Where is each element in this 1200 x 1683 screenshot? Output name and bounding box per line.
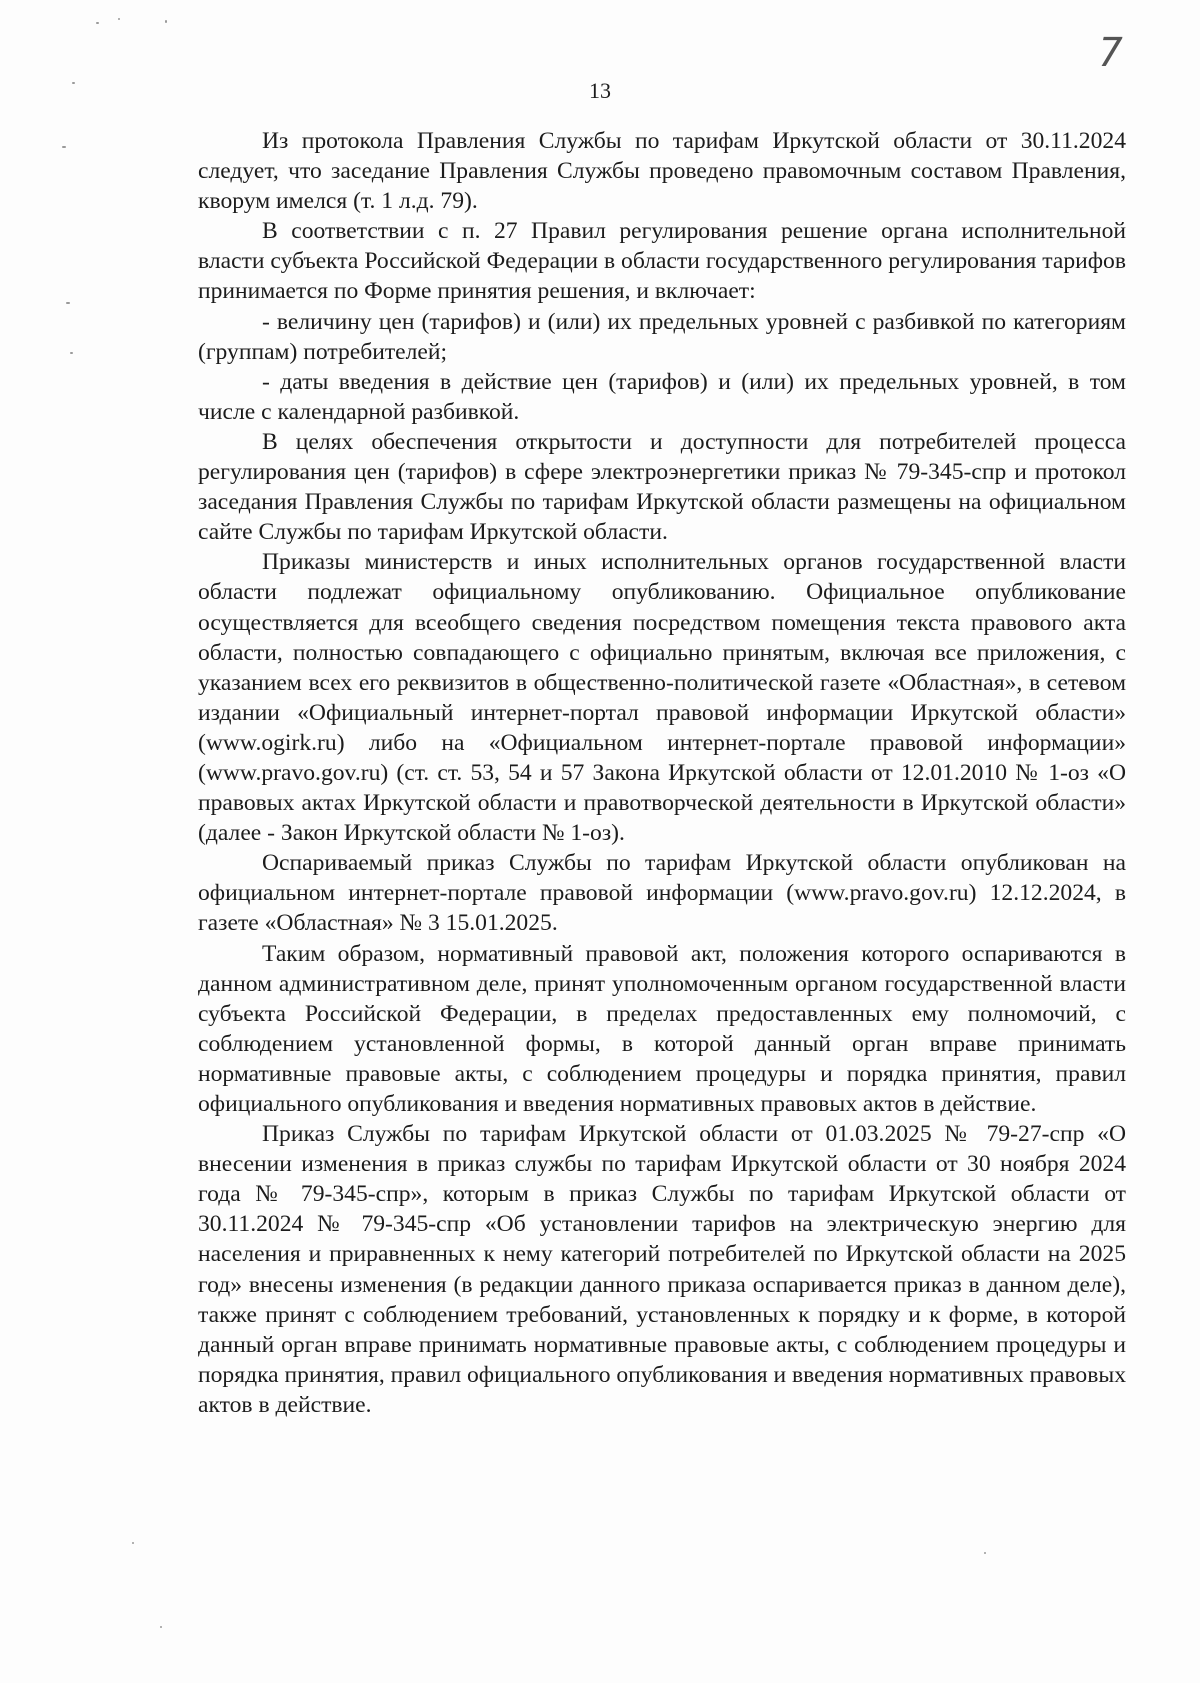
scan-speck: [96, 22, 99, 24]
paragraph: Приказ Службы по тарифам Иркутской области от 01.03.2025 № 79-27-спр «О внесении изменения в приказ службы по тарифам Иркутской области от 30 ноября 2024 года № 79-345-спр», которым в приказ Службы по тарифам Иркутской области от 30.11.2024 № 79-345-спр «Об установлении тарифов на электрическую энергию для населения и приравненных к нему категорий потребителей по Иркутской области на 2025 год» внесены изменения (в редакции данного приказа оспаривается приказ в данном деле), также принят с соблюдением требований, установленных к порядку и к форме, в которой данный орган вправе принимать нормативные правовые акты, с соблюдением процедуры и порядка принятия, правил официального опубликования и введения нормативных правовых актов в действие.: [198, 1121, 1126, 1418]
document-body: [198, 126, 1126, 1420]
scan-speck: [984, 1552, 986, 1554]
scan-speck: [70, 352, 73, 354]
scan-speck: [118, 18, 120, 20]
paragraph: В целях обеспечения открытости и доступности для потребителей процесса регулирования цен (тарифов) в сфере электроэнергетики приказ № 79-345-спр и протокол заседания Правления Службы по тарифам Иркутской области размещены на официальном сайте Службы по тарифам Иркутской области.: [198, 428, 1126, 546]
scan-speck: [160, 1626, 162, 1628]
scan-speck: [62, 146, 66, 148]
scan-speck: [165, 20, 167, 23]
paragraph: Из протокола Правления Службы по тарифам Иркутской области от 30.11.2024 следует, что заседание Правления Службы проведено правомочным составом Правления, кворум имелся (т. 1 л.д. 79).: [198, 128, 1126, 215]
paragraph: Приказы министерств и иных исполнительных органов государственной власти области подлежат официальному опубликованию. Официальное опубликование осуществляется для всеобщего сведения посредством помещения текста правового акта области, полностью совпадающего с официально принятым, включая все приложения, с указанием всех его реквизитов в общественно-политической газете «Областная», в сетевом издании «Официальный интернет-портал правовой информации Иркутской области» (www.ogirk.ru) либо на «Официальном интернет-портале правовой информации» (www.pravo.gov.ru) (ст. ст. 53, 54 и 57 Закона Иркутской области от 12.01.2010 № 1-оз «О правовых актах Иркутской области и правотворческой деятельности в Иркутской области» (далее - Закон Иркутской области № 1-оз).: [198, 549, 1126, 847]
paragraph: - величину цен (тарифов) и (или) их предельных уровней с разбивкой по категориям (группам) потребителей;: [198, 308, 1126, 365]
handwritten-page-mark: 7: [1091, 30, 1127, 76]
scan-speck: [132, 1542, 134, 1544]
scan-speck: [66, 302, 70, 304]
paragraph: В соответствии с п. 27 Правил регулирования решение органа исполнительной власти субъекта Российской Федерации в области государственного регулирования тарифов принимается по Форме принятия решения, и включает:: [198, 218, 1126, 305]
paragraph: - даты введения в действие цен (тарифов) и (или) их предельных уровней, в том числе с календарной разбивкой.: [198, 368, 1126, 425]
paragraph: Оспариваемый приказ Службы по тарифам Иркутской области опубликован на официальном интернет-портале правовой информации (www.pravo.gov.ru) 12.12.2024, в газете «Областная» № 3 15.01.2025.: [198, 850, 1126, 937]
paragraph: Таким образом, нормативный правовой акт, положения которого оспариваются в данном административном деле, принят уполномоченным органом государственной власти субъекта Российской Федерации, в пределах предоставленных ему полномочий, с соблюдением установленной формы, в которой данный орган вправе принимать нормативные правовые акты, с соблюдением процедуры и порядка принятия, правил официального опубликования и введения нормативных правовых актов в действие.: [198, 940, 1126, 1117]
page-number: 13: [589, 78, 611, 103]
